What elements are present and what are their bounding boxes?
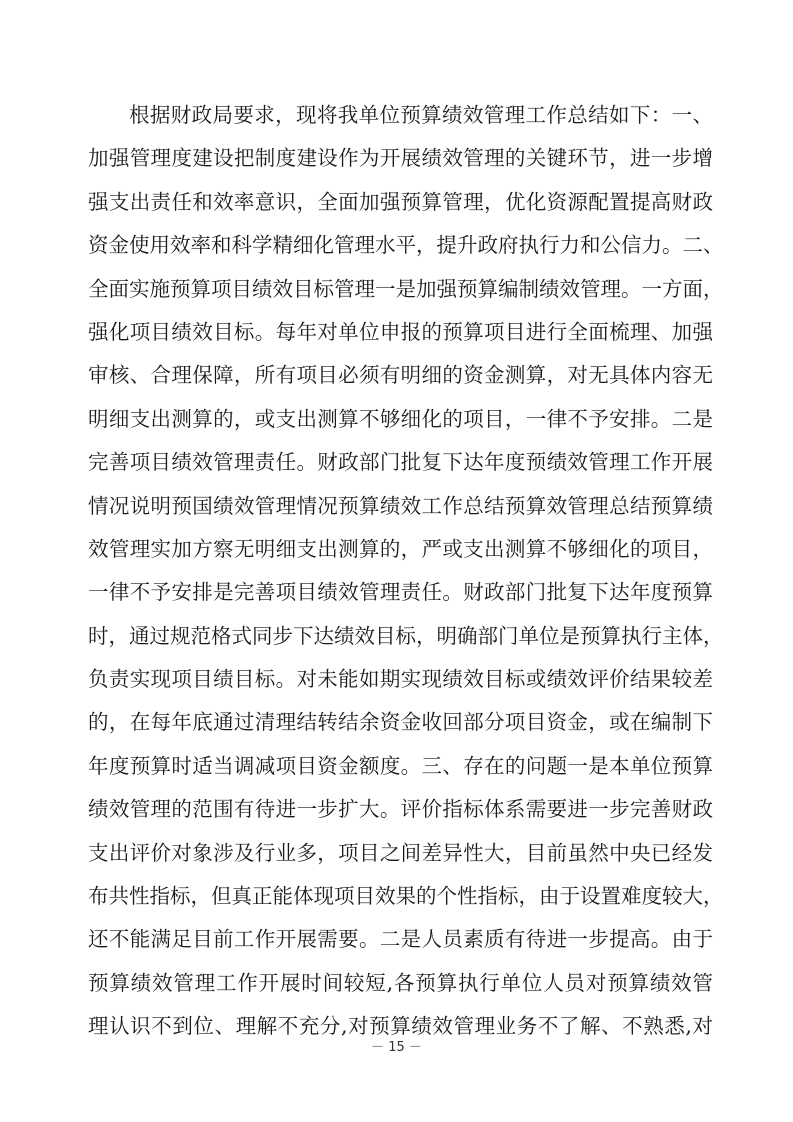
text-line: 支出评价对象涉及行业多，项目之间差异性大，目前虽然中央已经发	[88, 840, 713, 865]
text-line: 加强管理度建设把制度建设作为开展绩效管理的关键环节，进一步增	[88, 146, 713, 171]
text-line: 理认识不到位、理解不充分,对预算绩效管理业务不了解、不熟悉,对	[88, 1014, 713, 1039]
text-line: 负责实现项目绩目标。对未能如期实现绩效目标或绩效评价结果较差	[88, 667, 713, 692]
page-number: － 15 －	[371, 1040, 422, 1055]
text-line: 全面实施预算项目绩效目标管理一是加强预算编制绩效管理。一方面，	[88, 276, 724, 301]
text-line: 审核、合理保障，所有项目必须有明细的资金测算，对无具体内容无	[88, 363, 713, 388]
text-line: 情况说明预国绩效管理情况预算绩效工作总结预算效管理总结预算绩	[88, 493, 713, 518]
text-line: 的，在每年底通过清理结转结余资金收回部分项目资金，或在编制下	[88, 710, 713, 735]
text-line: 预算绩效管理工作开展时间较短,各预算执行单位人员对预算绩效管	[88, 970, 713, 995]
text-line: 年度预算时适当调减项目资金额度。三、存在的问题一是本单位预算	[88, 753, 713, 778]
text-line: 资金使用效率和科学精细化管理水平，提升政府执行力和公信力。二、	[88, 233, 724, 258]
text-line: 一律不予安排是完善项目绩效管理责任。财政部门批复下达年度预算	[88, 580, 713, 605]
body-text	[88, 94, 724, 1049]
text-line: 绩效管理的范围有待进一步扩大。评价指标体系需要进一步完善财政	[88, 797, 713, 822]
text-line: 强化项目绩效目标。每年对单位申报的预算项目进行全面梳理、加强	[88, 319, 713, 344]
text-line: 强支出责任和效率意识，全面加强预算管理，优化资源配置提高财政	[88, 189, 713, 214]
text-line: 明细支出测算的，或支出测算不够细化的项目，一律不予安排。二是	[88, 406, 713, 431]
text-line: 效管理实加方察无明细支出测算的，严或支出测算不够细化的项目，	[88, 536, 713, 561]
text-line: 还不能满足目前工作开展需要。二是人员素质有待进一步提高。由于	[88, 927, 713, 952]
text-line: 根据财政局要求，现将我单位预算绩效管理工作总结如下：一、	[129, 103, 713, 127]
text-line: 完善项目绩效管理责任。财政部门批复下达年度预绩效管理工作开展	[88, 450, 713, 475]
text-line: 布共性指标，但真正能体现项目效果的个性指标，由于设置难度较大，	[88, 884, 724, 909]
text-line: 时，通过规范格式同步下达绩效目标，明确部门单位是预算执行主体，	[88, 623, 724, 648]
